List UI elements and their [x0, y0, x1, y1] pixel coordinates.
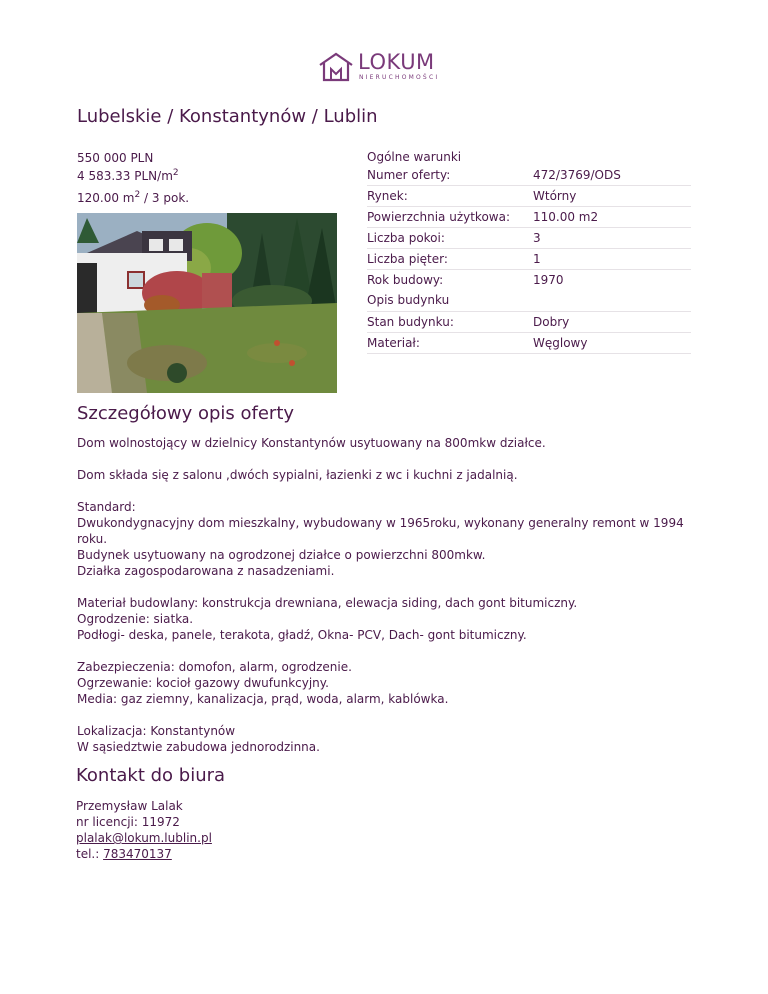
- description-paragraph: Standard: Dwukondygnacyjny dom mieszkalny, wybudowany w 1965roku, wykonany generalny remont w 1994 roku. Budynek usytuowany na ogrodzonej działce o powierzchni 800mkw. Działka zagospodarowana z nasadzeniami.: [77, 500, 684, 578]
- general-conditions-heading: Ogólne warunki: [367, 150, 462, 164]
- param-row: Liczba pokoi: 3: [367, 228, 691, 249]
- logo-subtitle: NIERUCHOMOŚCI: [359, 74, 440, 81]
- email-link[interactable]: plalak@lokum.lublin.pl: [76, 831, 212, 845]
- description-body: [77, 435, 687, 771]
- agent-license: nr licencji: 11972: [76, 815, 180, 829]
- description-paragraph: Materiał budowlany: konstrukcja drewniana, elewacja siding, dach gont bitumiczny. Ogrodzenie: siatka. Podłogi- deska, panele, terakota, gładź, Okna- PCV, Dach- gont bitumiczny.: [77, 596, 578, 642]
- param-row: Rynek: Wtórny: [367, 186, 691, 207]
- price-per-m2: 4 583.33 PLN/$m^2$: [77, 168, 179, 183]
- description-paragraph: Zabezpieczenia: domofon, alarm, ogrodzenie. Ogrzewanie: kocioł gazowy dwufunkcyjny. Media: gaz ziemny, kanalizacja, prąd, woda, alarm, kablówka.: [77, 660, 449, 706]
- contact-heading: Kontakt do biura: [76, 765, 226, 786]
- phone-link[interactable]: 783470137: [103, 847, 172, 861]
- param-row: Liczba pięter: 1: [367, 249, 691, 270]
- param-row: Materiał: Węglowy: [367, 333, 691, 354]
- description-paragraph: Dom składa się z salonu ,dwóch sypialni, łazienki z wc i kuchni z jadalnią.: [77, 468, 518, 482]
- description-paragraph: Lokalizacja: Konstantynów W sąsiedztwie zabudowa jednorodzinna.: [77, 724, 320, 754]
- param-row: Powierzchnia użytkowa: 110.00 m2: [367, 207, 691, 228]
- house-logo-icon: [318, 52, 354, 82]
- description-heading: Szczegółowy opis oferty: [77, 403, 295, 424]
- phone-line: tel.: 783470137: [76, 847, 172, 861]
- description-paragraph: Dom wolnostojący w dzielnicy Konstantynów usytuowany na 800mkw działce.: [77, 436, 546, 450]
- logo-brand: LOKUM: [358, 50, 435, 74]
- param-row: Rok budowy: 1970: [367, 273, 564, 287]
- property-photo[interactable]: [77, 213, 337, 393]
- building-description-heading: Opis budynku: [367, 290, 691, 312]
- price-total: 550 000 PLN: [77, 151, 154, 165]
- area-rooms: 120.00 $m^2 / 3$ pok.: [77, 190, 190, 205]
- param-row: Stan budynku: Dobry: [367, 312, 691, 333]
- price-block: [77, 149, 189, 207]
- company-logo: [318, 50, 453, 86]
- agent-name: Przemysław Lalak: [76, 799, 183, 813]
- param-row: Numer oferty: 472/3769/ODS: [367, 165, 691, 186]
- offer-parameters: [367, 149, 691, 354]
- page-title: Lubelskie / Konstantynów / Lublin: [77, 106, 378, 127]
- contact-block: [76, 798, 212, 862]
